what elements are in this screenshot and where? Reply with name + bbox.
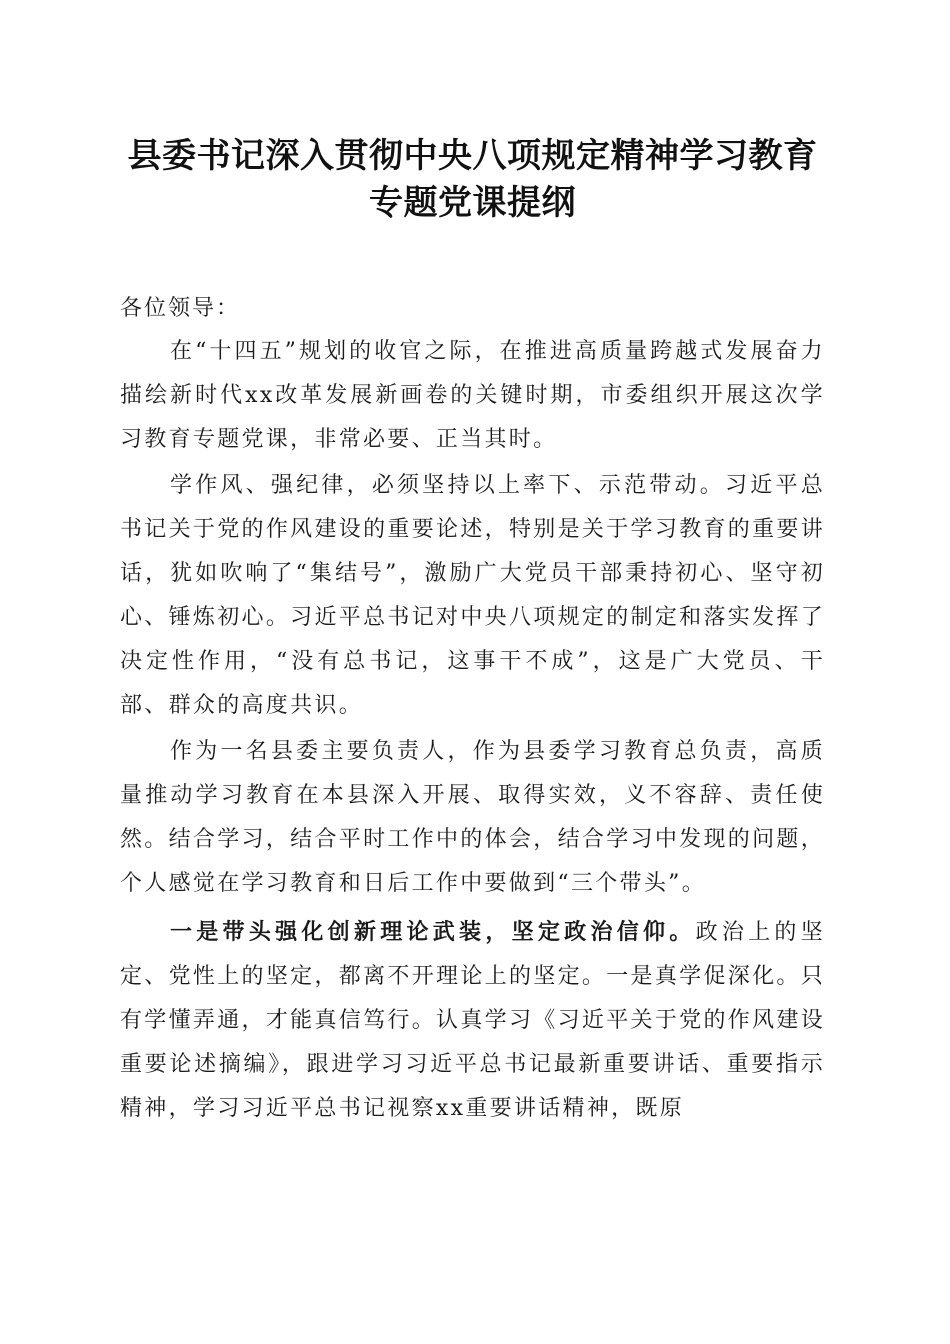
paragraph-1: 在“十四五”规划的收官之际，在推进高质量跨越式发展奋力描绘新时代xx改革发展新画卷的关键时期，市委组织开展这次学习教育专题党课，非常必要、正当其时。 <box>120 339 825 452</box>
paragraph-4-body: 政治上的坚定、党性上的坚定，都离不开理论上的坚定。一是真学促深化。只有学懂弄通，才能真信笃行。认真学习《习近平关于党的作风建设重要论述摘编》，跟进学习习近平总书记最新重要讲话、重要指示精神，学习习近平总书记视察xx重要讲话精神，既原 <box>120 920 825 1121</box>
document-page <box>120 0 825 1131</box>
document-title <box>120 0 825 227</box>
salutation: 各位领导： <box>120 296 241 321</box>
paragraph-3: 作为一名县委主要负责人，作为县委学习教育总负责，高质量推动学习教育在本县深入开展、取得实效，义不容辞、责任使然。结合学习，结合平时工作中的体会，结合学习中发现的问题，个人感觉在学习教育和日后工作中要做到“三个带头”。 <box>120 739 825 896</box>
title-line-2: 专题党课提纲 <box>369 183 576 223</box>
paragraph-4-lead: 一是带头强化创新理论武装，坚定政治信仰。 <box>170 919 696 945</box>
paragraph-2: 学作风、强纪律，必须坚持以上率下、示范带动。习近平总书记关于党的作风建设的重要论述，特别是关于学习教育的重要讲话，犹如吹响了“集结号”，激励广大党员干部秉持初心、坚守初心、锤炼初心。习近平总书记对中央八项规定的制定和落实发挥了决定性作用，“没有总书记，这事干不成”，这是广大党员、干部、群众的高度共识。 <box>120 473 825 718</box>
title-line-1: 县委书记深入贯彻中央八项规定精神学习教育 <box>127 136 818 176</box>
paragraph-4 <box>120 910 825 1131</box>
